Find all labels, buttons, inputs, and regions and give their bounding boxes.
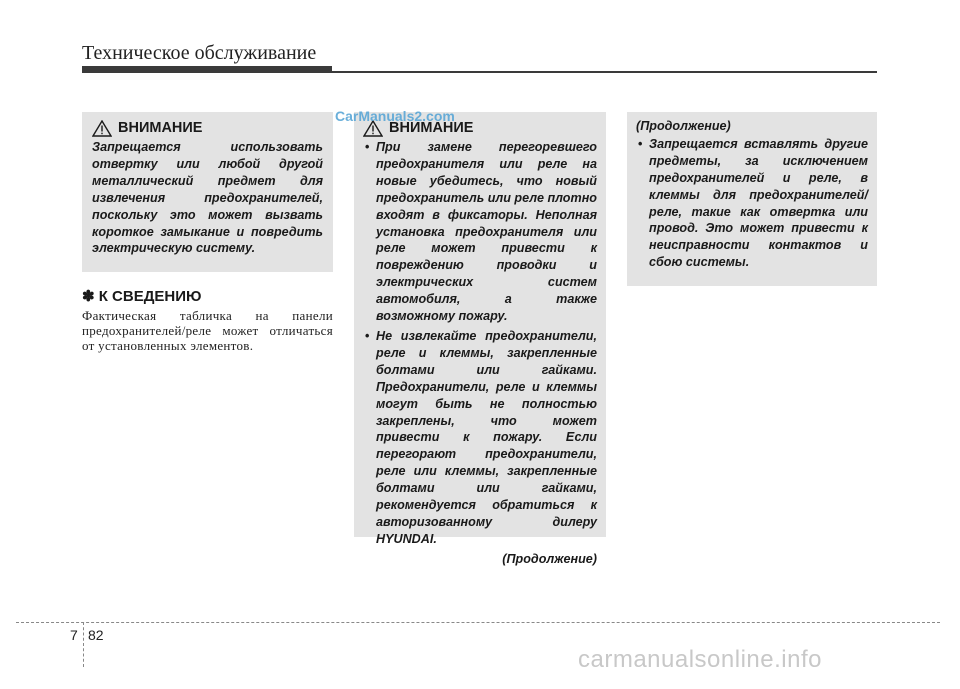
section-number: 7 [70, 627, 78, 643]
caution-box-1-title-text: ВНИМАНИЕ [118, 120, 203, 137]
list-item: • Не извлекайте предохранители, реле и клеммы, закрепленные болтами или гайками. Предохранители, реле и клеммы могут быть не полностью закреплены, что может привести к пожару. Если перегорают предохранители, реле или клеммы, закрепленные болтами или гайками, рекомендуется обратиться к авторизованному дилеру HYUNDAI. [363, 328, 597, 548]
info-text: Фактическая табличка на панели предохранителей/реле может отличаться от установленных элементов. [82, 308, 333, 354]
footer-divider [83, 622, 84, 667]
caution-box-2 [354, 112, 606, 566]
list-item: • Запрещается вставлять другие предметы, за исключением предохранителей и реле, в клеммы для предохранителей/реле, такие как отвертка или провод. Это может привести к неисправности контактов и сбою системы. [636, 136, 868, 271]
warning-triangle-icon [92, 120, 112, 137]
list-item: • При замене перегоревшего предохранителя или реле на новые убедитесь, что новый предохранитель или реле плотно входят в фиксаторы. Неполная установка предохранителя или реле может привести к повреждению проводки и электрических систем автомобиля, а также возможному пожару. [363, 139, 597, 325]
watermark-top: CarManuals2.com [335, 108, 455, 124]
caution-box-3-list [636, 136, 868, 271]
caution-box-2-title-text: ВНИМАНИЕ [389, 120, 474, 137]
continued-label: (Продолжение) [502, 551, 597, 566]
page-number: 82 [88, 627, 104, 643]
footer-rule [16, 622, 940, 623]
continued-label: (Продолжение) [636, 119, 731, 133]
caution-box-2-list [363, 139, 597, 548]
caution-box-1 [82, 112, 333, 272]
caution-box-3 [627, 112, 877, 286]
page-header-title: Техническое обслуживание [82, 42, 317, 64]
header-rule-thick [82, 66, 332, 73]
caution-box-1-text: Запрещается использовать отвертку или любой другой металлический предмет для извлечения предохранителей, поскольку это может вызвать короткое замыкание и повредить электрическую систему. [92, 140, 323, 256]
info-title: ✽ К СВЕДЕНИЮ [82, 288, 202, 305]
caution-box-1-title [92, 120, 323, 137]
watermark-bottom: carmanualsonline.info [578, 646, 822, 673]
header-rule-thin [332, 71, 877, 73]
